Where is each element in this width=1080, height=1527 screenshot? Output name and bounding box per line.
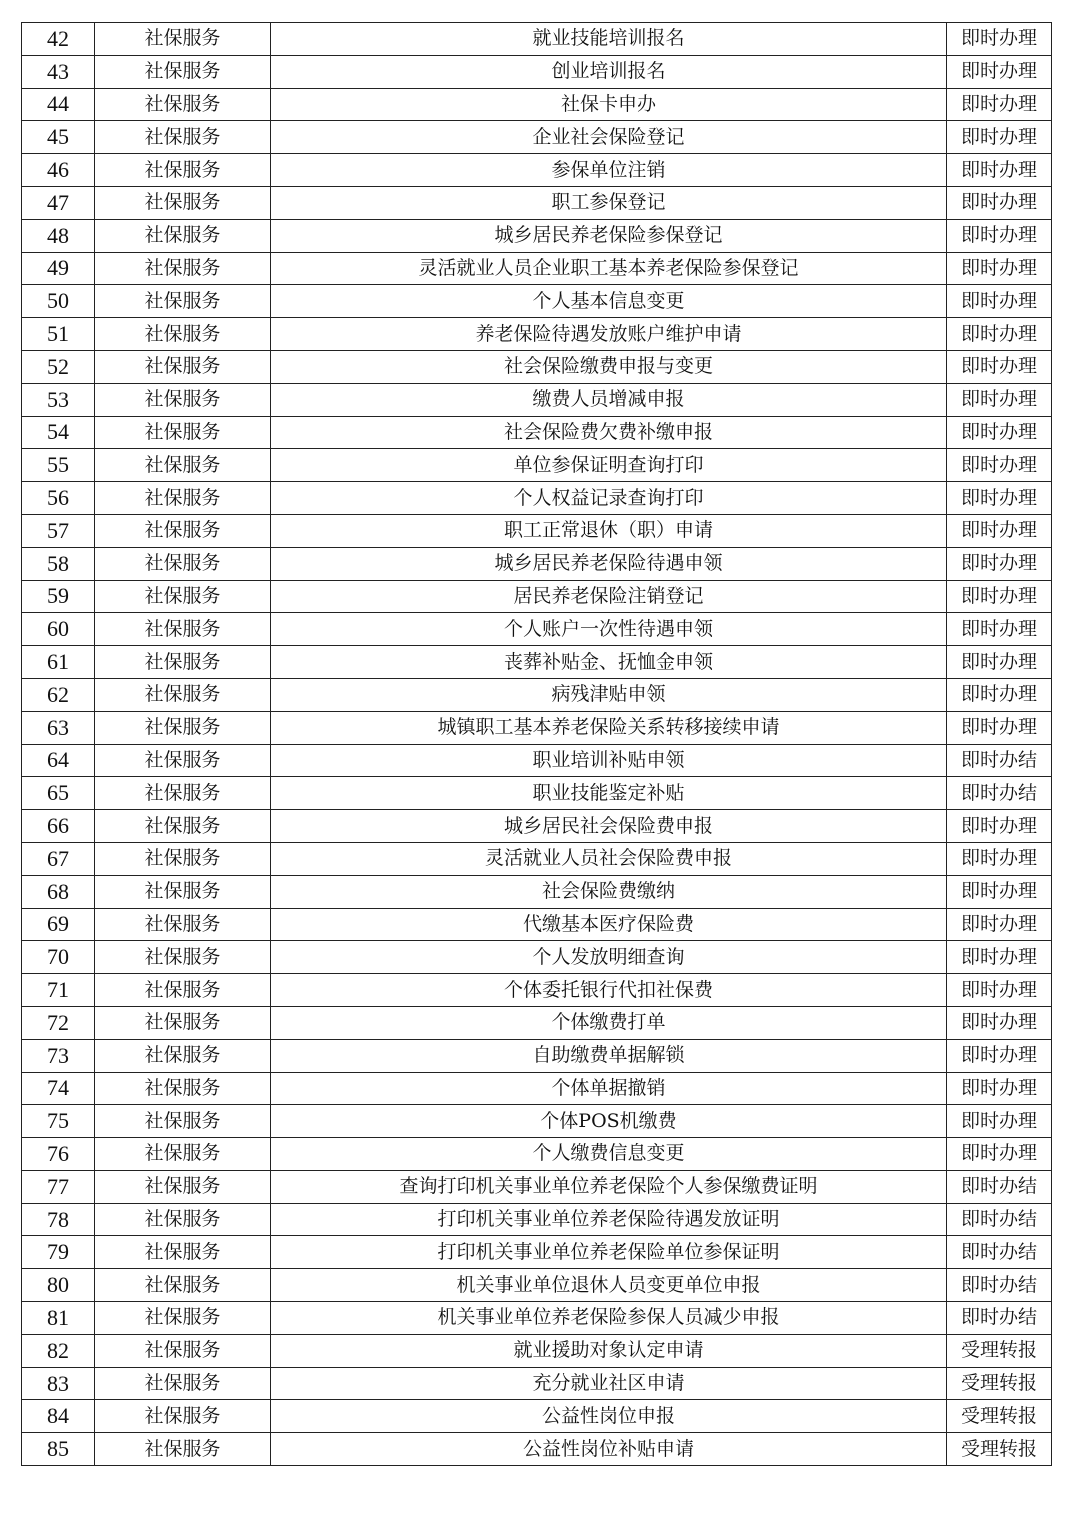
service-item-cell: 个体POS机缴费 [271, 1105, 947, 1138]
row-number-cell: 58 [22, 547, 95, 580]
service-item-cell: 参保单位注销 [271, 154, 947, 187]
handling-mode-cell: 即时办理 [947, 1138, 1052, 1171]
service-item-cell: 丧葬补贴金、抚恤金申领 [271, 646, 947, 679]
row-number-cell: 76 [22, 1138, 95, 1171]
service-item-cell: 城镇职工基本养老保险关系转移接续申请 [271, 711, 947, 744]
category-cell: 社保服务 [95, 974, 271, 1007]
table-row [22, 1138, 1052, 1171]
table-row [22, 744, 1052, 777]
row-number-cell: 54 [22, 416, 95, 449]
handling-mode-cell: 即时办理 [947, 842, 1052, 875]
category-cell: 社保服务 [95, 416, 271, 449]
service-item-cell: 企业社会保险登记 [271, 121, 947, 154]
table-row [22, 941, 1052, 974]
service-item-cell: 灵活就业人员企业职工基本养老保险参保登记 [271, 252, 947, 285]
handling-mode-cell: 即时办理 [947, 678, 1052, 711]
table-row [22, 1236, 1052, 1269]
row-number-cell: 57 [22, 514, 95, 547]
service-item-cell: 就业援助对象认定申请 [271, 1334, 947, 1367]
handling-mode-cell: 即时办理 [947, 1039, 1052, 1072]
table-row [22, 186, 1052, 219]
handling-mode-cell: 即时办结 [947, 1170, 1052, 1203]
service-items-table [21, 22, 1052, 1466]
service-item-cell: 打印机关事业单位养老保险单位参保证明 [271, 1236, 947, 1269]
row-number-cell: 83 [22, 1367, 95, 1400]
category-cell: 社保服务 [95, 613, 271, 646]
row-number-cell: 82 [22, 1334, 95, 1367]
table-row [22, 580, 1052, 613]
category-cell: 社保服务 [95, 1203, 271, 1236]
row-number-cell: 43 [22, 55, 95, 88]
row-number-cell: 77 [22, 1170, 95, 1203]
handling-mode-cell: 即时办理 [947, 580, 1052, 613]
service-item-cell: 职工参保登记 [271, 186, 947, 219]
handling-mode-cell: 即时办结 [947, 1203, 1052, 1236]
handling-mode-cell: 即时办理 [947, 449, 1052, 482]
service-item-cell: 个人缴费信息变更 [271, 1138, 947, 1171]
handling-mode-cell: 即时办理 [947, 318, 1052, 351]
service-item-cell: 个人权益记录查询打印 [271, 482, 947, 515]
table-row [22, 514, 1052, 547]
category-cell: 社保服务 [95, 711, 271, 744]
service-item-cell: 代缴基本医疗保险费 [271, 908, 947, 941]
service-item-cell: 查询打印机关事业单位养老保险个人参保缴费证明 [271, 1170, 947, 1203]
handling-mode-cell: 即时办理 [947, 416, 1052, 449]
service-item-cell: 社会保险费欠费补缴申报 [271, 416, 947, 449]
service-item-cell: 社会保险缴费申报与变更 [271, 350, 947, 383]
handling-mode-cell: 即时办理 [947, 547, 1052, 580]
service-item-cell: 机关事业单位退休人员变更单位申报 [271, 1269, 947, 1302]
service-item-cell: 个体缴费打单 [271, 1006, 947, 1039]
service-item-cell: 个体委托银行代扣社保费 [271, 974, 947, 1007]
row-number-cell: 63 [22, 711, 95, 744]
table-row [22, 252, 1052, 285]
category-cell: 社保服务 [95, 23, 271, 56]
handling-mode-cell: 即时办理 [947, 55, 1052, 88]
row-number-cell: 61 [22, 646, 95, 679]
category-cell: 社保服务 [95, 1236, 271, 1269]
table-row [22, 88, 1052, 121]
table-row [22, 613, 1052, 646]
row-number-cell: 79 [22, 1236, 95, 1269]
category-cell: 社保服务 [95, 875, 271, 908]
row-number-cell: 48 [22, 219, 95, 252]
handling-mode-cell: 受理转报 [947, 1334, 1052, 1367]
table-row [22, 646, 1052, 679]
table-row [22, 1400, 1052, 1433]
table-row [22, 350, 1052, 383]
service-item-cell: 充分就业社区申请 [271, 1367, 947, 1400]
category-cell: 社保服务 [95, 1400, 271, 1433]
table-row [22, 1367, 1052, 1400]
category-cell: 社保服务 [95, 449, 271, 482]
category-cell: 社保服务 [95, 55, 271, 88]
service-item-cell: 缴费人员增减申报 [271, 383, 947, 416]
category-cell: 社保服务 [95, 350, 271, 383]
handling-mode-cell: 即时办理 [947, 646, 1052, 679]
table-row [22, 547, 1052, 580]
service-item-cell: 个人基本信息变更 [271, 285, 947, 318]
row-number-cell: 84 [22, 1400, 95, 1433]
handling-mode-cell: 即时办理 [947, 941, 1052, 974]
row-number-cell: 62 [22, 678, 95, 711]
table-row [22, 416, 1052, 449]
category-cell: 社保服务 [95, 154, 271, 187]
row-number-cell: 78 [22, 1203, 95, 1236]
handling-mode-cell: 即时办理 [947, 252, 1052, 285]
row-number-cell: 72 [22, 1006, 95, 1039]
table-row [22, 1072, 1052, 1105]
handling-mode-cell: 即时办结 [947, 744, 1052, 777]
row-number-cell: 46 [22, 154, 95, 187]
category-cell: 社保服务 [95, 1039, 271, 1072]
category-cell: 社保服务 [95, 941, 271, 974]
row-number-cell: 47 [22, 186, 95, 219]
category-cell: 社保服务 [95, 1006, 271, 1039]
handling-mode-cell: 即时办结 [947, 1269, 1052, 1302]
category-cell: 社保服务 [95, 908, 271, 941]
category-cell: 社保服务 [95, 1367, 271, 1400]
service-item-cell: 就业技能培训报名 [271, 23, 947, 56]
category-cell: 社保服务 [95, 1302, 271, 1335]
handling-mode-cell: 即时办理 [947, 1105, 1052, 1138]
category-cell: 社保服务 [95, 777, 271, 810]
category-cell: 社保服务 [95, 580, 271, 613]
category-cell: 社保服务 [95, 186, 271, 219]
row-number-cell: 50 [22, 285, 95, 318]
handling-mode-cell: 即时办理 [947, 711, 1052, 744]
category-cell: 社保服务 [95, 88, 271, 121]
category-cell: 社保服务 [95, 1269, 271, 1302]
handling-mode-cell: 即时办理 [947, 974, 1052, 1007]
service-item-cell: 病残津贴申领 [271, 678, 947, 711]
row-number-cell: 51 [22, 318, 95, 351]
table-row [22, 449, 1052, 482]
row-number-cell: 60 [22, 613, 95, 646]
row-number-cell: 67 [22, 842, 95, 875]
service-item-cell: 单位参保证明查询打印 [271, 449, 947, 482]
row-number-cell: 49 [22, 252, 95, 285]
handling-mode-cell: 即时办理 [947, 186, 1052, 219]
row-number-cell: 70 [22, 941, 95, 974]
table-row [22, 1006, 1052, 1039]
service-item-cell: 公益性岗位补贴申请 [271, 1433, 947, 1466]
handling-mode-cell: 即时办理 [947, 514, 1052, 547]
service-item-cell: 养老保险待遇发放账户维护申请 [271, 318, 947, 351]
service-item-cell: 个人账户一次性待遇申领 [271, 613, 947, 646]
row-number-cell: 52 [22, 350, 95, 383]
handling-mode-cell: 即时办理 [947, 154, 1052, 187]
service-item-cell: 职业培训补贴申领 [271, 744, 947, 777]
row-number-cell: 44 [22, 88, 95, 121]
category-cell: 社保服务 [95, 842, 271, 875]
table-row [22, 1203, 1052, 1236]
category-cell: 社保服务 [95, 547, 271, 580]
handling-mode-cell: 即时办理 [947, 613, 1052, 646]
service-item-cell: 城乡居民养老保险待遇申领 [271, 547, 947, 580]
table-row [22, 219, 1052, 252]
service-item-cell: 个人发放明细查询 [271, 941, 947, 974]
row-number-cell: 53 [22, 383, 95, 416]
service-item-cell: 灵活就业人员社会保险费申报 [271, 842, 947, 875]
table-row [22, 383, 1052, 416]
table-row [22, 908, 1052, 941]
handling-mode-cell: 受理转报 [947, 1400, 1052, 1433]
row-number-cell: 80 [22, 1269, 95, 1302]
row-number-cell: 45 [22, 121, 95, 154]
table-row [22, 875, 1052, 908]
service-item-cell: 自助缴费单据解锁 [271, 1039, 947, 1072]
category-cell: 社保服务 [95, 383, 271, 416]
category-cell: 社保服务 [95, 318, 271, 351]
table-row [22, 285, 1052, 318]
category-cell: 社保服务 [95, 744, 271, 777]
handling-mode-cell: 即时办理 [947, 482, 1052, 515]
category-cell: 社保服务 [95, 514, 271, 547]
handling-mode-cell: 即时办理 [947, 1006, 1052, 1039]
row-number-cell: 75 [22, 1105, 95, 1138]
category-cell: 社保服务 [95, 678, 271, 711]
row-number-cell: 65 [22, 777, 95, 810]
table-row [22, 23, 1052, 56]
table-row [22, 974, 1052, 1007]
service-item-cell: 社保卡申办 [271, 88, 947, 121]
service-item-cell: 城乡居民社会保险费申报 [271, 810, 947, 843]
handling-mode-cell: 即时办理 [947, 219, 1052, 252]
table-row [22, 1302, 1052, 1335]
table-row [22, 810, 1052, 843]
table-row [22, 121, 1052, 154]
category-cell: 社保服务 [95, 1334, 271, 1367]
handling-mode-cell: 受理转报 [947, 1433, 1052, 1466]
category-cell: 社保服务 [95, 1170, 271, 1203]
category-cell: 社保服务 [95, 121, 271, 154]
category-cell: 社保服务 [95, 219, 271, 252]
table-row [22, 711, 1052, 744]
handling-mode-cell: 即时办理 [947, 88, 1052, 121]
service-item-cell: 职业技能鉴定补贴 [271, 777, 947, 810]
service-item-cell: 公益性岗位申报 [271, 1400, 947, 1433]
handling-mode-cell: 受理转报 [947, 1367, 1052, 1400]
row-number-cell: 55 [22, 449, 95, 482]
handling-mode-cell: 即时办理 [947, 810, 1052, 843]
service-item-cell: 城乡居民养老保险参保登记 [271, 219, 947, 252]
category-cell: 社保服务 [95, 646, 271, 679]
table-row [22, 318, 1052, 351]
service-item-cell: 社会保险费缴纳 [271, 875, 947, 908]
handling-mode-cell: 即时办理 [947, 285, 1052, 318]
handling-mode-cell: 即时办理 [947, 350, 1052, 383]
handling-mode-cell: 即时办理 [947, 383, 1052, 416]
row-number-cell: 68 [22, 875, 95, 908]
category-cell: 社保服务 [95, 1433, 271, 1466]
handling-mode-cell: 即时办理 [947, 23, 1052, 56]
table-row [22, 777, 1052, 810]
category-cell: 社保服务 [95, 285, 271, 318]
row-number-cell: 71 [22, 974, 95, 1007]
table-row [22, 1433, 1052, 1466]
category-cell: 社保服务 [95, 1072, 271, 1105]
row-number-cell: 42 [22, 23, 95, 56]
table-row [22, 1039, 1052, 1072]
table-row [22, 55, 1052, 88]
service-item-cell: 机关事业单位养老保险参保人员减少申报 [271, 1302, 947, 1335]
row-number-cell: 73 [22, 1039, 95, 1072]
handling-mode-cell: 即时办理 [947, 1072, 1052, 1105]
service-item-cell: 居民养老保险注销登记 [271, 580, 947, 613]
table-row [22, 1170, 1052, 1203]
row-number-cell: 81 [22, 1302, 95, 1335]
row-number-cell: 74 [22, 1072, 95, 1105]
service-item-cell: 职工正常退休（职）申请 [271, 514, 947, 547]
handling-mode-cell: 即时办理 [947, 875, 1052, 908]
row-number-cell: 64 [22, 744, 95, 777]
row-number-cell: 66 [22, 810, 95, 843]
category-cell: 社保服务 [95, 482, 271, 515]
category-cell: 社保服务 [95, 1105, 271, 1138]
handling-mode-cell: 即时办理 [947, 121, 1052, 154]
table-row [22, 482, 1052, 515]
handling-mode-cell: 即时办结 [947, 777, 1052, 810]
row-number-cell: 59 [22, 580, 95, 613]
service-table-body [22, 23, 1052, 1466]
handling-mode-cell: 即时办理 [947, 908, 1052, 941]
table-row [22, 678, 1052, 711]
table-row [22, 1105, 1052, 1138]
category-cell: 社保服务 [95, 252, 271, 285]
handling-mode-cell: 即时办结 [947, 1236, 1052, 1269]
service-item-cell: 创业培训报名 [271, 55, 947, 88]
handling-mode-cell: 即时办结 [947, 1302, 1052, 1335]
row-number-cell: 69 [22, 908, 95, 941]
table-row [22, 842, 1052, 875]
category-cell: 社保服务 [95, 810, 271, 843]
row-number-cell: 85 [22, 1433, 95, 1466]
category-cell: 社保服务 [95, 1138, 271, 1171]
service-table-container [21, 22, 1051, 1466]
service-item-cell: 打印机关事业单位养老保险待遇发放证明 [271, 1203, 947, 1236]
table-row [22, 1334, 1052, 1367]
service-item-cell: 个体单据撤销 [271, 1072, 947, 1105]
table-row [22, 1269, 1052, 1302]
table-row [22, 154, 1052, 187]
row-number-cell: 56 [22, 482, 95, 515]
